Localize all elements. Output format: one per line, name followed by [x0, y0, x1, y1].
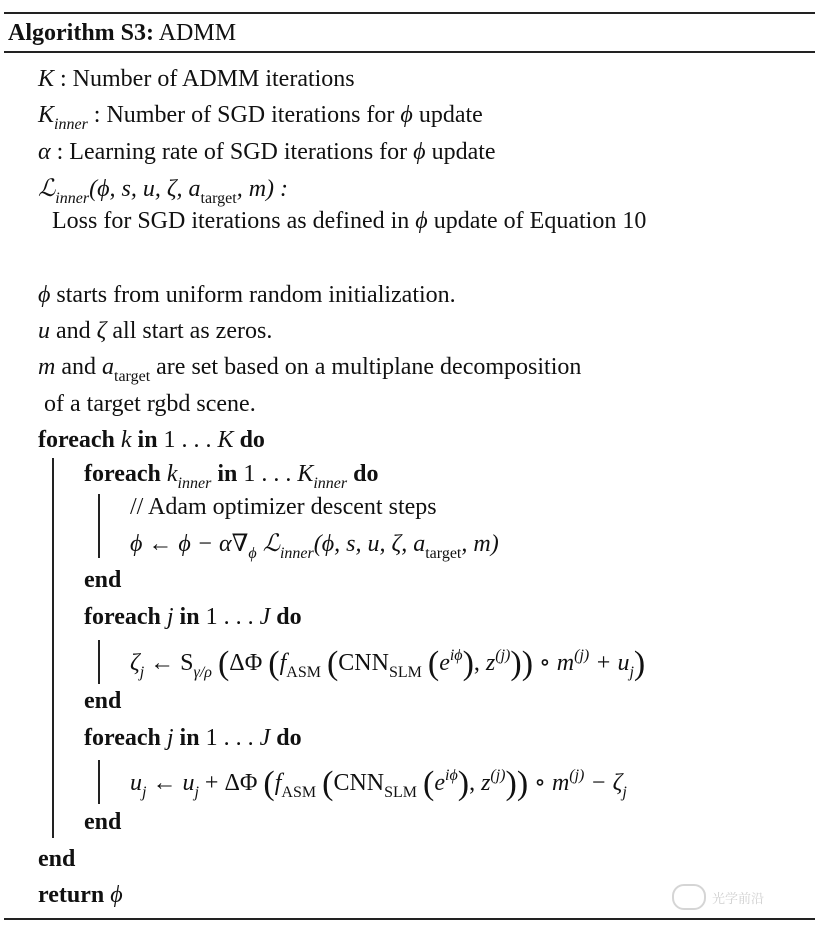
algorithm-title: [8, 18, 236, 48]
kw-end: end: [84, 688, 122, 714]
kw-in: in: [217, 461, 238, 487]
init-phi: [38, 280, 456, 310]
f-asm-sub: ASM: [286, 664, 321, 681]
kw-in: in: [179, 604, 200, 630]
param-kinner: [38, 100, 483, 133]
u-lhs: u: [130, 770, 142, 796]
title-rule: [4, 51, 815, 53]
loss-args-post: , m) :: [236, 176, 289, 202]
param-alpha-symbol: α: [38, 139, 51, 165]
e-var: e: [439, 650, 450, 676]
s-sub: γ/ρ: [193, 664, 212, 681]
z-var: z: [481, 770, 491, 796]
plus-delta: + ΔΦ: [198, 770, 258, 796]
paren-close: ): [457, 765, 470, 802]
zeta-update: $\zeta_j$ ← $S_{\gamma/\rho}$ (ΔΦ ($f_{ASM}$ ($CNN_{SLM}$ $(e^{i\phi})$, $z^{(j)}$)) ∘ $m^{(j)} + u_j$): [130, 645, 646, 682]
param-alpha-desc: : Learning rate of SGD iterations for: [56, 139, 408, 165]
init-m-a-text: are set based on a multiplane decomposition: [156, 354, 582, 380]
j-var: j: [166, 604, 174, 630]
a-symbol: a: [102, 354, 114, 380]
wechat-icon: [672, 884, 706, 910]
phi-symbol: ϕ: [400, 102, 413, 128]
cnn-sub: SLM: [384, 784, 418, 801]
comment: // Adam optimizer descent steps: [130, 494, 437, 520]
zeta-arrow: ← S: [144, 650, 194, 676]
k-var: k: [166, 461, 178, 487]
circ-m: ∘ m: [534, 770, 570, 796]
init-and: and: [61, 354, 96, 380]
outer-loop-bar: [52, 458, 54, 838]
f-asm-sub: ASM: [281, 784, 317, 801]
f-asm: f: [279, 650, 287, 676]
range: 1 . . .: [163, 427, 218, 453]
inner-foreach: [84, 459, 378, 492]
paren-close: ): [633, 645, 646, 682]
u-loop-bar: [98, 760, 100, 804]
paren-open: (: [326, 645, 339, 682]
args-sub: target: [425, 545, 462, 562]
u-update: $u_j$ ← $u_j + \Delta\Phi$ ($f_{ASM}$ ($CNN_{SLM}$ $(e^{i\phi})$, $z^{(j)}$)) ∘ $m^{(j)} - \zeta_j$: [130, 765, 627, 802]
param-kinner-tail: update: [418, 102, 483, 128]
init-and: and: [56, 318, 91, 344]
paren-close: )): [510, 645, 534, 682]
tail-zeta: − ζ: [584, 770, 623, 796]
kw-foreach: foreach: [84, 604, 161, 630]
circ-m: ∘ m: [539, 650, 575, 676]
m-sup: (j): [569, 767, 585, 784]
outer-foreach: [38, 425, 265, 455]
kw-do: do: [276, 725, 302, 751]
paren-open: (: [427, 645, 440, 682]
z-var: z: [485, 650, 496, 676]
param-k-desc: : Number of ADMM iterations: [60, 66, 355, 92]
loss-desc: [52, 206, 646, 236]
K-var: K: [217, 427, 234, 453]
loss-desc-tail: update of Equation 10: [433, 208, 647, 234]
loss-desc-text: Loss for SGD iterations as defined in: [52, 208, 410, 234]
init-u-zeta-text: all start as zeros.: [112, 318, 273, 344]
paren-close: )): [505, 765, 529, 802]
bottom-rule: [4, 918, 815, 920]
cnn: CNN: [338, 650, 389, 676]
phi-symbol: ϕ: [110, 882, 123, 908]
param-alpha-tail: update: [431, 139, 496, 165]
algorithm-label: Algorithm S3:: [8, 20, 154, 46]
kw-do: do: [353, 461, 379, 487]
inner-end: [84, 565, 121, 595]
watermark: [672, 875, 812, 919]
j-var: j: [166, 725, 174, 751]
kw-return: return: [38, 882, 105, 908]
u-arrow-sub: j: [194, 784, 199, 801]
param-kinner-symbol: K: [38, 102, 55, 128]
J-var: J: [259, 604, 271, 630]
paren-open: (: [322, 765, 334, 802]
kw-foreach: foreach: [38, 427, 115, 453]
kw-end: end: [84, 567, 122, 593]
a-target-sub: target: [114, 368, 151, 385]
phi-symbol: ϕ: [413, 139, 426, 165]
loss-sub: inner: [279, 545, 314, 562]
init-phi-text: starts from uniform random initialization.: [56, 282, 456, 308]
grad-sub: ϕ: [248, 545, 257, 562]
param-kinner-sub: inner: [54, 116, 88, 133]
inner-sub: inner: [313, 475, 348, 492]
u-end: [84, 807, 121, 837]
u-symbol: u: [38, 318, 50, 344]
tail-sub: j: [622, 784, 627, 801]
args-post: , m): [461, 531, 499, 557]
kw-foreach: foreach: [84, 461, 161, 487]
param-k: [38, 64, 355, 94]
param-kinner-desc: : Number of SGD iterations for: [93, 102, 395, 128]
range: 1 . . .: [205, 604, 260, 630]
kw-do: do: [239, 427, 265, 453]
return-line: [38, 880, 123, 910]
cnn: CNN: [333, 770, 385, 796]
zeta-lhs-sub: j: [139, 664, 145, 681]
loss-def: [38, 173, 288, 207]
zeta-foreach: [84, 602, 302, 632]
loss-args-sub: target: [200, 190, 237, 207]
kw-foreach: foreach: [84, 725, 161, 751]
cnn-sub: SLM: [388, 664, 422, 681]
param-alpha: [38, 137, 496, 167]
paren-close: ): [462, 645, 474, 682]
outer-end: [38, 844, 75, 874]
zeta-end: [84, 686, 121, 716]
kw-end: end: [38, 846, 76, 872]
args: (ϕ, s, u, ζ, a: [313, 531, 426, 557]
paren-open: (: [268, 645, 280, 682]
J-var: J: [259, 725, 271, 751]
m-sup: (j): [574, 647, 590, 664]
e-var: e: [434, 770, 445, 796]
init-m-a: [38, 352, 581, 385]
u-foreach: [84, 723, 302, 753]
kw-in: in: [179, 725, 200, 751]
loss-sub: inner: [55, 190, 90, 207]
e-sup: iϕ: [449, 647, 463, 664]
phi-update: [130, 528, 499, 562]
paren-open: (: [423, 765, 435, 802]
init-u-zeta: [38, 316, 272, 346]
loss-symbol: ℒ: [38, 174, 56, 202]
paren-open: (: [263, 765, 275, 802]
k-var: k: [120, 427, 132, 453]
algorithm-name: ADMM: [158, 20, 237, 46]
kw-do: do: [276, 604, 302, 630]
top-rule: [4, 12, 815, 14]
phi-symbol: ϕ: [415, 208, 428, 234]
inner-sub: inner: [177, 475, 212, 492]
m-symbol: m: [38, 354, 56, 380]
loss-args: (ϕ, s, u, ζ, a: [89, 176, 201, 202]
zeta-lhs: ζ: [130, 650, 140, 676]
range: 1 . . .: [205, 725, 260, 751]
inner-loop-bar: [98, 494, 100, 558]
zeta-loop-bar: [98, 640, 100, 684]
loss-symbol: ℒ: [262, 529, 280, 557]
watermark-text: 光学前沿: [712, 891, 765, 907]
u-arrow: ← u: [146, 770, 195, 796]
z-sup: (j): [490, 767, 506, 784]
paren-open: (: [217, 645, 230, 682]
zeta-symbol: ζ: [96, 318, 107, 344]
tail-u: + u: [589, 650, 630, 676]
K-var: K: [297, 461, 314, 487]
delta-phi: ΔΦ: [229, 650, 263, 676]
z-sup: (j): [495, 647, 511, 664]
init-cont: of a target rgbd scene.: [44, 391, 256, 417]
phi-update-lhs: ϕ ← ϕ − α∇: [130, 531, 249, 557]
param-k-symbol: K: [38, 66, 55, 92]
e-sup: iϕ: [445, 767, 458, 784]
f-asm: f: [274, 770, 282, 796]
u-lhs-sub: j: [142, 784, 147, 801]
tail-sub: j: [629, 664, 634, 681]
kw-end: end: [84, 809, 122, 835]
kw-in: in: [137, 427, 158, 453]
phi-symbol: ϕ: [38, 282, 51, 308]
range: 1 . . .: [243, 461, 298, 487]
